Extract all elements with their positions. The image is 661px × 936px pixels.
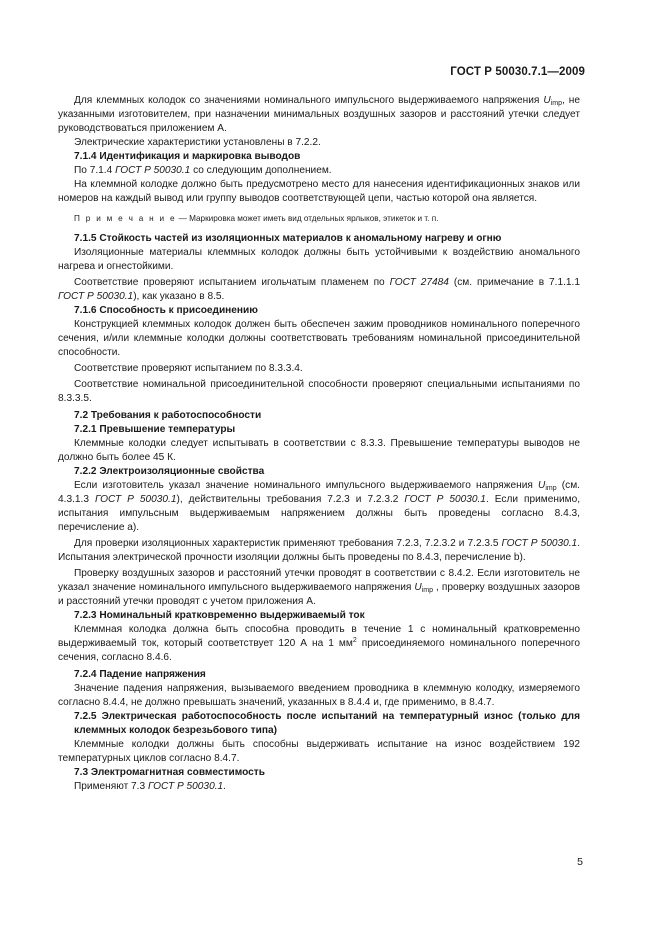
standard-reference: ГОСТ Р 50030.1 — [501, 538, 578, 549]
text: присоединяемого номинального поперечного сечения, согласно 8.4.6. — [58, 638, 580, 663]
section-heading-7-1-6: 7.1.6 Способность к присоединению — [74, 305, 258, 316]
paragraph-insulation-check — [58, 537, 580, 565]
text: Проверку воздушных зазоров и расстояний утечки проводят в соответствии с 8.4.2. Если изготовитель не указал значение номинального импульсного выдерживаемого напряжения — [58, 568, 580, 593]
standard-header: ГОСТ Р 50030.7.1—2009 — [450, 66, 585, 78]
section-heading-7-2-3: 7.2.3 Номинальный кратковременно выдерживаемый ток — [74, 610, 365, 621]
section-heading-7-1-4: 7.1.4 Идентификация и маркировка выводов — [74, 151, 301, 162]
paragraph-short-time-current — [58, 623, 580, 665]
note-text: — Маркировка может иметь вид отдельных ярлыков, этикеток и т. п. — [176, 214, 439, 223]
paragraph-test-8-3-3-4: Соответствие проверяют испытанием по 8.3.3.4. — [74, 363, 303, 374]
text: (см. примечание в 7.1.1.1 — [448, 277, 580, 288]
text: (см. 4.3.1.3 — [58, 480, 580, 505]
paragraph-uimp-intro — [58, 94, 580, 136]
document-body — [58, 94, 580, 794]
section-heading-7-1-5: 7.1.5 Стойкость частей из изоляционных материалов к аномальному нагреву и огню — [74, 233, 502, 244]
paragraph-clearances — [58, 567, 580, 609]
text: Для проверки изоляционных характеристик применяют требования 7.2.3, 7.2.3.2 и 7.2.3.5 — [74, 538, 502, 549]
text: со следующим дополнением. — [190, 165, 332, 176]
superscript: 2 — [352, 637, 357, 644]
paragraph-connection-capacity: Конструкцией клеммных колодок должен быть обеспечен зажим проводников номинального поперечного сечения, и/или клеммные колодки должны соответствовать требованиям номинальной присоединительной способности. — [58, 319, 580, 358]
text: По 7.1.4 — [74, 165, 116, 176]
paragraph-7-1-4-ref — [58, 164, 580, 178]
section-heading-7-2-4: 7.2.4 Падение напряжения — [74, 669, 206, 680]
paragraph-temperature-rise: Клеммные колодки следует испытывать в соответствии с 8.3.3. Превышение температуры выводов не должно быть более 45 К. — [58, 438, 580, 463]
uimp-symbol: U — [414, 582, 422, 593]
standard-reference: ГОСТ Р 50030.1 — [147, 781, 224, 792]
standard-reference: ГОСТ Р 50030.1 — [115, 165, 191, 176]
section-heading-7-2: 7.2 Требования к работоспособности — [74, 410, 262, 421]
text: Соответствие проверяют испытанием игольчатым пламенем по — [74, 277, 390, 288]
text: Если изготовитель указал значение номинального импульсного выдерживаемого напряжения — [74, 480, 539, 491]
text: ), как указано в 8.5. — [133, 291, 225, 302]
text: . Если применимо, испытания импульсным выдерживаемым напряжением должны быть проведены согласно 8.4.3, перечисление а). — [58, 494, 581, 533]
paragraph-glow-wire-test — [58, 276, 580, 304]
note-label: П р и м е ч а н и е — [74, 214, 177, 223]
paragraph-ageing-test: Клеммные колодки должны быть способны выдерживать испытание на износ воздействием 192 температурных циклов согласно 8.4.7. — [58, 739, 580, 764]
paragraph-insulating-materials: Изоляционные материалы клеммных колодок должны быть устойчивыми к воздействию аномального нагрева и огнестойкими. — [58, 247, 580, 272]
section-heading-7-2-5: 7.2.5 Электрическая работоспособность после испытаний на температурный износ (только для клеммных колодок безрезьбового типа) — [74, 711, 580, 736]
page-number: 5 — [577, 856, 583, 868]
text: , проверку воздушных зазоров и расстояний утечки проводят с учетом приложения А. — [58, 582, 580, 607]
uimp-subscript: imp — [550, 100, 562, 107]
uimp-symbol: U — [543, 95, 551, 106]
text: , не указанными изготовителем, при назначении минимальных воздушных зазоров и расстояний утечки следует руководствоваться приложением А. — [58, 95, 580, 134]
paragraph-marking: На клеммной колодке должно быть предусмотрено место для нанесения идентификационных знаков или номеров на каждый вывод или группу выводов соответствующей цепи, частью которой она является. — [58, 179, 580, 204]
paragraph-emc — [58, 780, 580, 794]
standard-reference: ГОСТ Р 50030.1 — [94, 494, 177, 505]
uimp-subscript: imp — [545, 485, 557, 492]
paragraph-impulse-voltage — [58, 479, 580, 535]
paragraph-test-8-3-3-5: Соответствие номинальной присоединительной способности проверяют специальными испытаниями по 8.3.3.5. — [58, 379, 580, 404]
uimp-subscript: imp — [421, 587, 433, 594]
text: Применяют 7.3 — [74, 781, 148, 792]
section-heading-7-3: 7.3 Электромагнитная совместимость — [74, 767, 265, 778]
uimp-symbol: U — [538, 480, 546, 491]
text: Для клеммных колодок со значениями номинального импульсного выдерживаемого напряжения — [74, 95, 544, 106]
section-heading-7-2-2: 7.2.2 Электроизоляционные свойства — [74, 466, 265, 477]
text: . Испытания электрической прочности изоляции должны быть проведены по 8.4.3, перечисление b). — [58, 538, 581, 563]
paragraph-voltage-drop: Значение падения напряжения, вызываемого введением проводника в клеммную колодку, измеряемого согласно 8.4.4, не должно превышать значений, указанных в 8.4.4 и, где применимо, в 8.4.7. — [58, 683, 580, 708]
standard-reference: ГОСТ Р 50030.1 — [404, 494, 486, 505]
standard-reference: ГОСТ 27484 — [389, 277, 449, 288]
note — [58, 212, 580, 226]
paragraph-electrical-characteristics: Электрические характеристики установлены в 7.2.2. — [74, 137, 321, 148]
text: . — [223, 781, 226, 792]
standard-reference: ГОСТ Р 50030.1 — [58, 291, 134, 302]
text: ), действительны требования 7.2.3 и 7.2.3.2 — [176, 494, 405, 505]
section-heading-7-2-1: 7.2.1 Превышение температуры — [74, 424, 236, 435]
text: Клеммная колодка должна быть способна проводить в течение 1 с номинальный кратковременно выдерживаемый ток, который соответствует 120 А на 1 мм — [58, 624, 580, 649]
